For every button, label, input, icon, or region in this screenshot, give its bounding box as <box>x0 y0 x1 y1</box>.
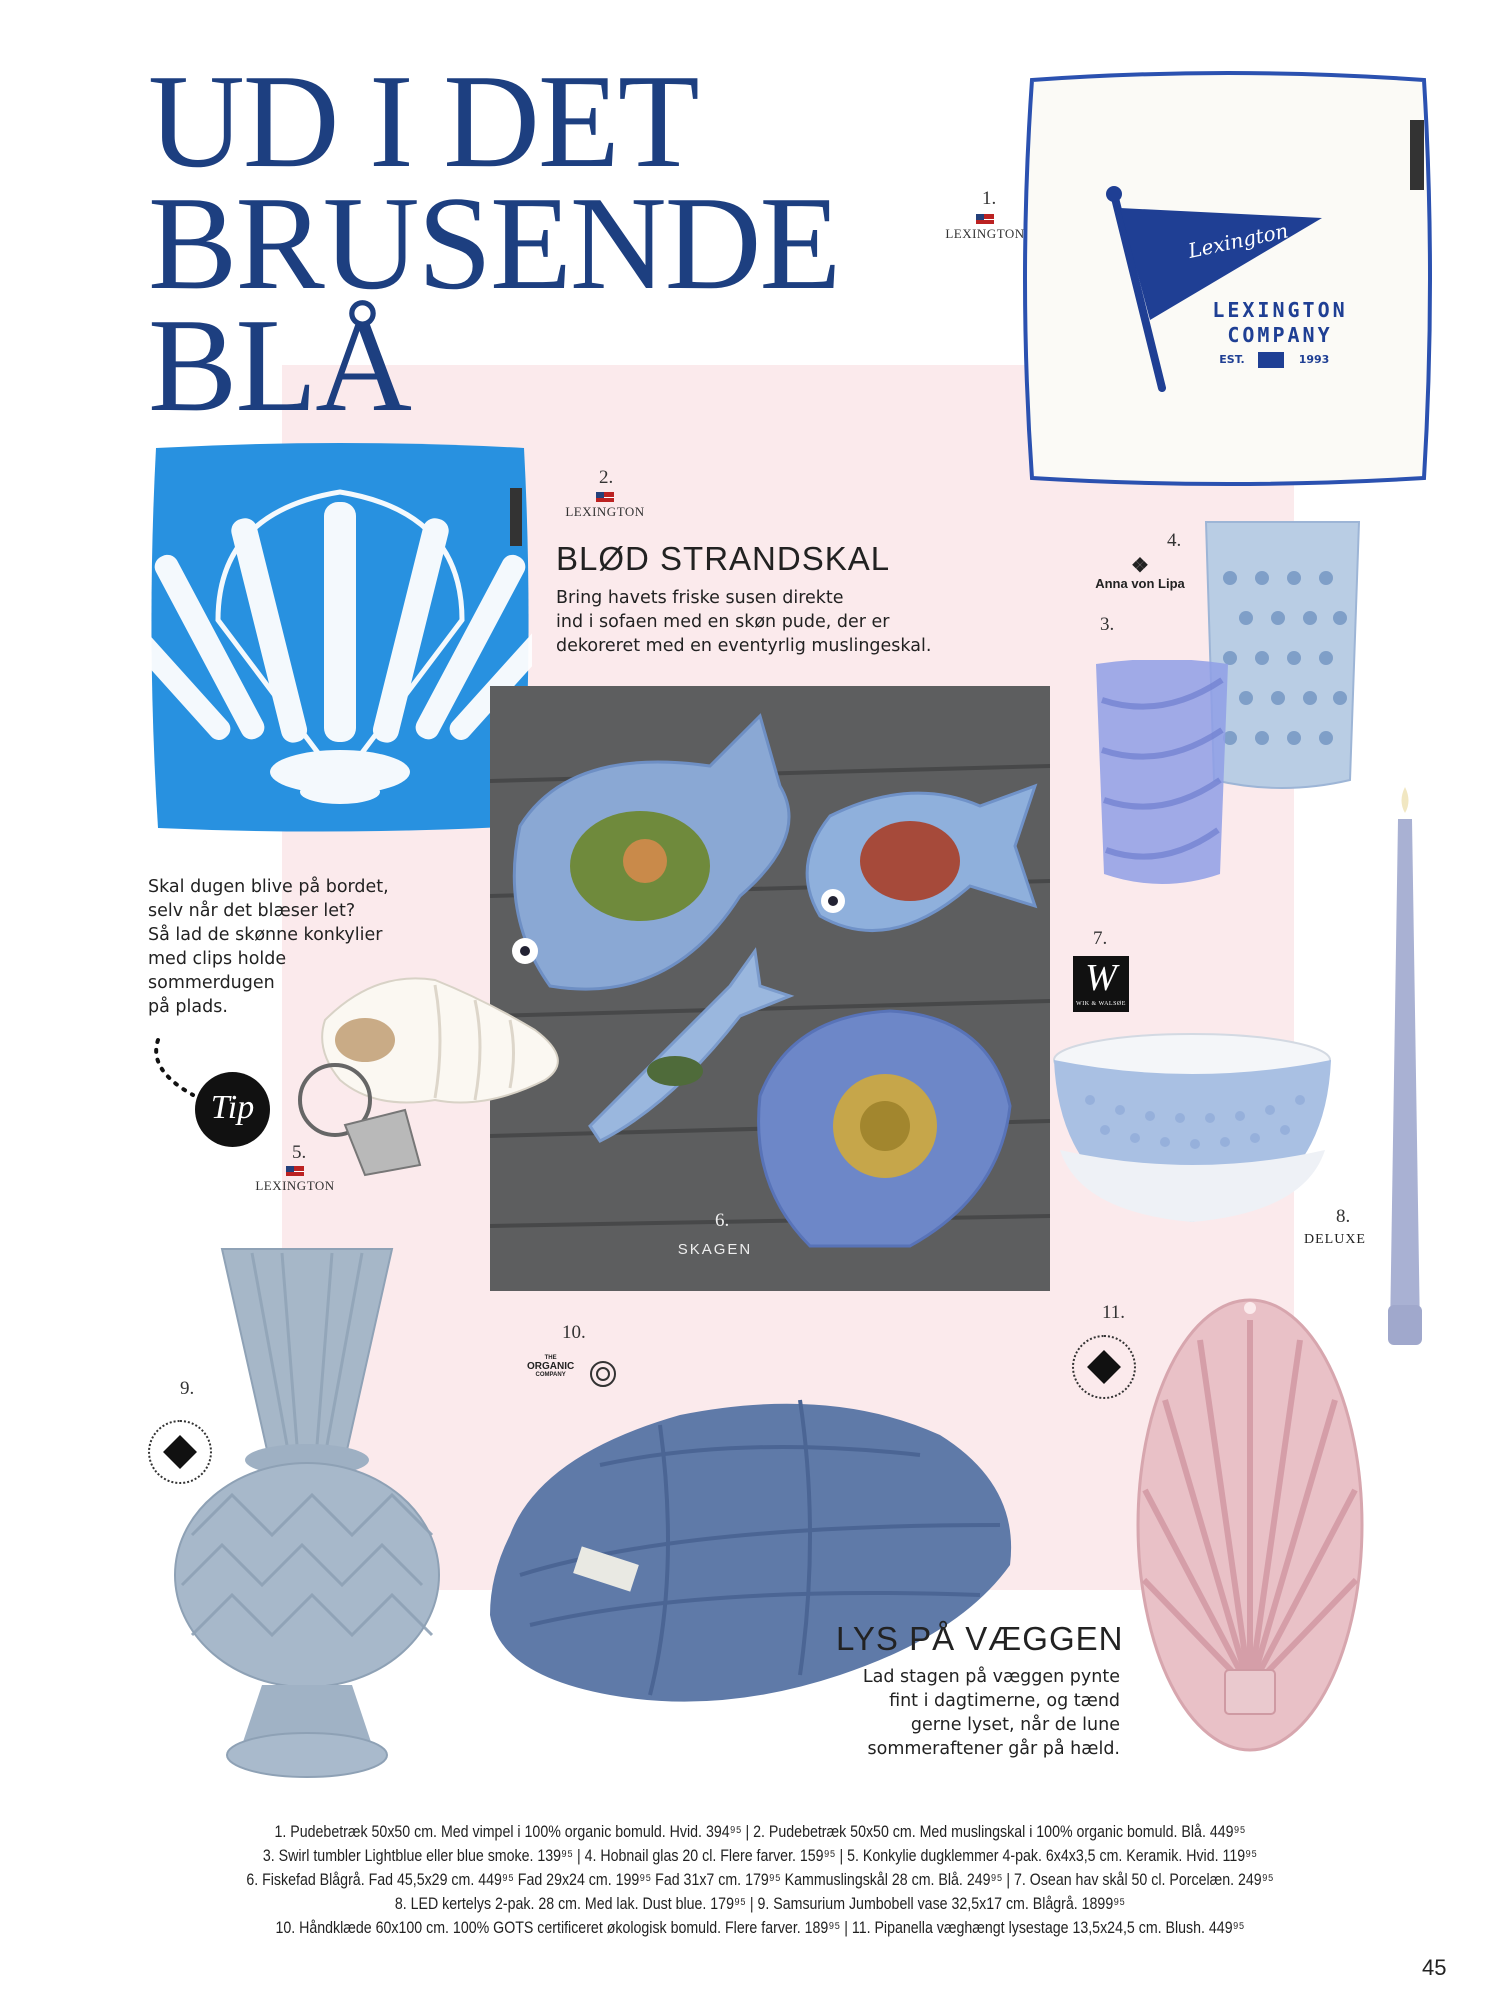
brand-anna-von-lipa <box>1090 556 1190 591</box>
organic-company-label: COMPANY <box>535 1372 566 1378</box>
us-flag-icon <box>976 214 994 224</box>
pipanella-wall-holder-image <box>1130 1290 1370 1760</box>
brand-deluxe: DELUXE <box>1304 1232 1366 1247</box>
brand-wik-walsoe-logo <box>1073 956 1129 1012</box>
headline-line-1: UD I DET <box>148 47 698 195</box>
product-number-1: 1. <box>982 188 997 209</box>
strandskal-line-1: Bring havets friske susen direkte <box>556 588 844 608</box>
page-number: 45 <box>1422 1955 1447 1980</box>
brand-lexington-label-5: LEXINGTON <box>255 1178 335 1193</box>
conch-clip-image <box>285 960 575 1182</box>
lys-line-2: fint i dagtimerne, og tænd <box>889 1691 1120 1711</box>
section-body-strandskal <box>556 586 931 658</box>
caption-line-5: 10. Håndklæde 60x100 cm. 100% GOTS certificeret økologisk bomuld. Flere farver. 189⁹⁵ | 11. Pipanella væghængt lysestage 13,5x24,5 cm. Blush. 449⁹⁵ <box>275 1919 1245 1937</box>
lys-line-1: Lad stagen på væggen pynte <box>862 1667 1120 1687</box>
pillow-print-line-2: COMPANY <box>1227 323 1333 347</box>
strandskal-line-3: dekoreret med en eventyrlig muslingeskal. <box>556 636 932 656</box>
tip-line-4: med clips holde <box>148 949 287 969</box>
tip-line-2: selv når det blæser let? <box>148 901 356 921</box>
pillow-tag <box>1410 120 1424 190</box>
product-number-7: 7. <box>1093 928 1108 949</box>
led-taper-candle-image <box>1380 785 1430 1355</box>
brand-seal-9 <box>148 1420 212 1484</box>
section-title-strandskal: BLØD STRANDSKAL <box>556 540 891 577</box>
brand-lexington-label-2: LEXINGTON <box>565 504 645 519</box>
product-number-3: 3. <box>1100 614 1115 635</box>
organic-the-label: THE <box>544 1355 557 1361</box>
pillow-print-est: EST. <box>1219 353 1245 366</box>
us-flag-icon <box>596 492 614 502</box>
lys-line-3: gerne lyset, når de lune <box>910 1715 1120 1735</box>
anna-von-lipa-logo-icon: ❖ <box>1131 555 1149 577</box>
product-number-2: 2. <box>599 467 614 488</box>
caption-line-4: 8. LED kertelys 2-pak. 28 cm. Med lak. Dust blue. 179⁹⁵ | 9. Samsurium Jumbobell vase 32,5x17 cm. Blågrå. 1899⁹⁵ <box>394 1895 1126 1913</box>
swirl-tumbler-image <box>1092 660 1232 888</box>
wik-walsoe-label: WIK & WALSØE <box>1076 1001 1126 1007</box>
tip-line-1: Skal dugen blive på bordet, <box>148 877 389 897</box>
headline-line-2: BRUSENDE <box>148 169 840 317</box>
tip-line-3: Så lad de skønne konkylier <box>148 925 383 945</box>
product-number-8: 8. <box>1336 1206 1351 1227</box>
brand-lexington-label-1: LEXINGTON <box>945 226 1025 241</box>
product-number-10: 10. <box>562 1322 586 1343</box>
tip-line-6: på plads. <box>148 997 228 1017</box>
white-pennant-pillow-image <box>1022 70 1434 488</box>
pillow-print-line-1: LEXINGTON <box>1212 298 1348 322</box>
headline-line-3: BLÅ <box>148 291 410 439</box>
brand-skagen: SKAGEN <box>677 1241 753 1258</box>
pillow-print-flag-icon <box>1258 352 1284 368</box>
blue-shell-pillow-image <box>148 442 532 834</box>
product-captions <box>218 1820 1302 1940</box>
brand-seal-11 <box>1072 1335 1136 1399</box>
pillow-print-year: 1993 <box>1298 353 1330 366</box>
osean-bowl-image <box>1050 1030 1335 1230</box>
page-headline <box>148 47 840 439</box>
tip-badge: Tip <box>195 1072 270 1147</box>
tip-line-5: sommerdugen <box>148 973 275 993</box>
samsurium-vase-image <box>172 1245 442 1785</box>
brand-lexington-5 <box>250 1166 340 1194</box>
brand-lexington-2 <box>560 492 650 520</box>
product-number-6: 6. <box>715 1210 730 1231</box>
brand-lexington-1 <box>945 214 1025 242</box>
organic-main-label: ORGANIC <box>527 1361 575 1372</box>
metal-clip <box>345 1110 420 1175</box>
strandskal-line-2: ind i sofaen med en skøn pude, der er <box>556 612 890 632</box>
wik-walsoe-mark: W <box>1085 957 1117 999</box>
lys-line-4: sommeraftener går på hæld. <box>867 1739 1120 1759</box>
caption-line-3: 6. Fiskefad Blågrå. Fad 45,5x29 cm. 449⁹⁵ Fad 29x24 cm. 199⁹⁵ Fad 31x7 cm. 179⁹⁵ Kammuslingskål 28 cm. Blå. 249⁹⁵ | 7. Osean hav skål 50 cl. Porcelæn. 249⁹⁵ <box>246 1871 1274 1889</box>
candle-flame <box>1402 787 1409 813</box>
section-body-lys <box>780 1665 1120 1761</box>
us-flag-icon <box>286 1166 304 1176</box>
pennant-script-text: Lexington <box>1186 218 1291 263</box>
anna-von-lipa-label: Anna von Lipa <box>1095 576 1185 591</box>
caption-line-2: 3. Swirl tumbler Lightblue eller blue smoke. 139⁹⁵ | 4. Hobnail glas 20 cl. Flere farver. 159⁹⁵ | 5. Konkylie dugklemmer 4-pak. 6x4x3,5 cm. Keramik. Hvid. 119⁹⁵ <box>262 1847 1258 1865</box>
product-number-11: 11. <box>1102 1302 1126 1323</box>
product-number-4: 4. <box>1167 530 1182 551</box>
section-title-lys: LYS PÅ VÆGGEN <box>836 1620 1124 1657</box>
product-number-5: 5. <box>292 1142 307 1163</box>
caption-line-1: 1. Pudebetræk 50x50 cm. Med vimpel i 100% organic bomuld. Hvid. 394⁹⁵ | 2. Pudebetræk 50x50 cm. Med muslingskal i 100% organic bomuld. Blå. 449⁹⁵ <box>274 1823 1246 1841</box>
product-number-9: 9. <box>180 1378 195 1399</box>
